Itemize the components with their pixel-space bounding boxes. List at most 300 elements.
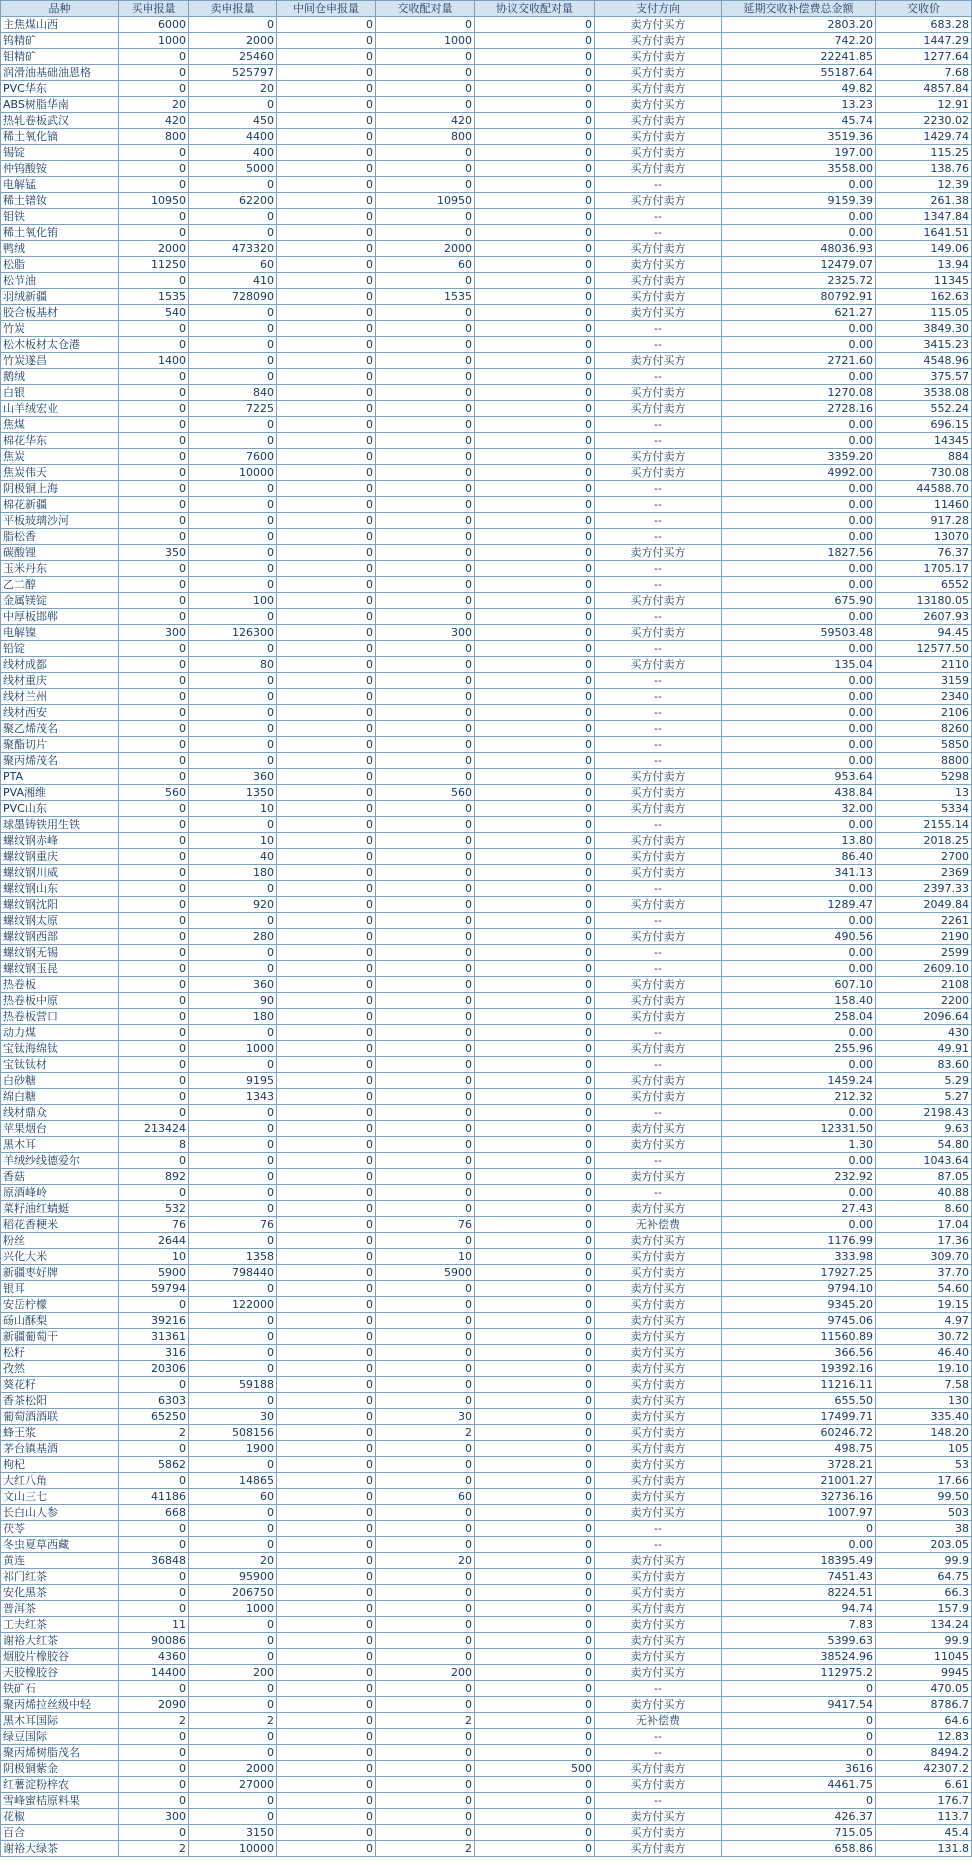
payment-direction-cell: 卖方付买方 xyxy=(595,1409,722,1425)
payment-direction-cell: 卖方付买方 xyxy=(595,1281,722,1297)
buy-declared-cell: 0 xyxy=(119,1441,189,1457)
sell-declared-cell: 798440 xyxy=(189,1265,277,1281)
delivery-matched-cell: 0 xyxy=(376,593,475,609)
sell-declared-cell: 410 xyxy=(189,273,277,289)
intermediate-declared-cell: 0 xyxy=(277,417,376,433)
delivery-matched-cell: 0 xyxy=(376,1313,475,1329)
intermediate-declared-cell: 0 xyxy=(277,17,376,33)
delivery-matched-cell: 0 xyxy=(376,1473,475,1489)
compensation-total-cell: 12331.50 xyxy=(722,1121,876,1137)
variety-cell: 白砂糖 xyxy=(1,1073,119,1089)
variety-cell: 线材成都 xyxy=(1,657,119,673)
intermediate-declared-cell: 0 xyxy=(277,881,376,897)
delivery-price-cell: 115.05 xyxy=(876,305,972,321)
delivery-matched-cell: 0 xyxy=(376,1745,475,1761)
compensation-total-cell: 715.05 xyxy=(722,1825,876,1841)
delivery-price-cell: 730.08 xyxy=(876,465,972,481)
delivery-price-cell: 8786.7 xyxy=(876,1697,972,1713)
compensation-total-cell: 1270.08 xyxy=(722,385,876,401)
delivery-matched-cell: 0 xyxy=(376,769,475,785)
sell-declared-cell: 9195 xyxy=(189,1073,277,1089)
payment-direction-cell: 买方付卖方 xyxy=(595,1377,722,1393)
delivery-price-cell: 87.05 xyxy=(876,1169,972,1185)
table-row xyxy=(1,17,972,33)
agreement-matched-cell: 0 xyxy=(475,1041,595,1057)
payment-direction-cell: 买方付卖方 xyxy=(595,33,722,49)
table-row xyxy=(1,1537,972,1553)
payment-direction-cell: 卖方付买方 xyxy=(595,1633,722,1649)
compensation-total-cell: 55187.64 xyxy=(722,65,876,81)
table-row xyxy=(1,1217,972,1233)
buy-declared-cell: 0 xyxy=(119,1521,189,1537)
buy-declared-cell: 14400 xyxy=(119,1665,189,1681)
col-header-buy-declared: 买申报量 xyxy=(119,1,189,17)
table-row xyxy=(1,817,972,833)
buy-declared-cell: 300 xyxy=(119,1809,189,1825)
table-row xyxy=(1,1425,972,1441)
table-row xyxy=(1,1297,972,1313)
buy-declared-cell: 0 xyxy=(119,417,189,433)
agreement-matched-cell: 0 xyxy=(475,321,595,337)
compensation-total-cell: 0.00 xyxy=(722,753,876,769)
agreement-matched-cell: 0 xyxy=(475,513,595,529)
variety-cell: 新疆葡萄干 xyxy=(1,1329,119,1345)
table-row xyxy=(1,385,972,401)
intermediate-declared-cell: 0 xyxy=(277,1489,376,1505)
delivery-matched-cell: 0 xyxy=(376,1057,475,1073)
intermediate-declared-cell: 0 xyxy=(277,1329,376,1345)
compensation-total-cell: 0 xyxy=(722,1729,876,1745)
payment-direction-cell: 买方付卖方 xyxy=(595,129,722,145)
delivery-matched-cell: 0 xyxy=(376,1185,475,1201)
sell-declared-cell: 4400 xyxy=(189,129,277,145)
sell-declared-cell: 0 xyxy=(189,1393,277,1409)
payment-direction-cell: 卖方付买方 xyxy=(595,1809,722,1825)
table-row xyxy=(1,1073,972,1089)
compensation-total-cell: 3728.21 xyxy=(722,1457,876,1473)
payment-direction-cell: -- xyxy=(595,1537,722,1553)
payment-direction-cell: -- xyxy=(595,1745,722,1761)
agreement-matched-cell: 0 xyxy=(475,289,595,305)
delivery-price-cell: 12.83 xyxy=(876,1729,972,1745)
intermediate-declared-cell: 0 xyxy=(277,513,376,529)
intermediate-declared-cell: 0 xyxy=(277,561,376,577)
variety-cell: 宝钛海绵钛 xyxy=(1,1041,119,1057)
delivery-matched-cell: 560 xyxy=(376,785,475,801)
intermediate-declared-cell: 0 xyxy=(277,897,376,913)
table-row xyxy=(1,369,972,385)
agreement-matched-cell: 0 xyxy=(475,945,595,961)
payment-direction-cell: -- xyxy=(595,497,722,513)
variety-cell: 宝钛钛材 xyxy=(1,1057,119,1073)
sell-declared-cell: 80 xyxy=(189,657,277,673)
sell-declared-cell: 0 xyxy=(189,1505,277,1521)
intermediate-declared-cell: 0 xyxy=(277,993,376,1009)
delivery-matched-cell: 0 xyxy=(376,849,475,865)
payment-direction-cell: 卖方付买方 xyxy=(595,353,722,369)
sell-declared-cell: 0 xyxy=(189,1345,277,1361)
compensation-total-cell: 59503.48 xyxy=(722,625,876,641)
payment-direction-cell: -- xyxy=(595,1793,722,1809)
sell-declared-cell: 0 xyxy=(189,177,277,193)
table-row xyxy=(1,209,972,225)
delivery-price-cell: 76.37 xyxy=(876,545,972,561)
delivery-matched-cell: 2 xyxy=(376,1713,475,1729)
delivery-matched-cell: 60 xyxy=(376,1489,475,1505)
payment-direction-cell: -- xyxy=(595,689,722,705)
sell-declared-cell: 1000 xyxy=(189,1601,277,1617)
compensation-total-cell: 27.43 xyxy=(722,1201,876,1217)
variety-cell: 聚酯切片 xyxy=(1,737,119,753)
table-row xyxy=(1,481,972,497)
buy-declared-cell: 0 xyxy=(119,177,189,193)
agreement-matched-cell: 0 xyxy=(475,81,595,97)
sell-declared-cell: 0 xyxy=(189,577,277,593)
sell-declared-cell: 0 xyxy=(189,737,277,753)
compensation-total-cell: 2803.20 xyxy=(722,17,876,33)
sell-declared-cell: 0 xyxy=(189,1745,277,1761)
variety-cell: 金属镁锭 xyxy=(1,593,119,609)
intermediate-declared-cell: 0 xyxy=(277,65,376,81)
sell-declared-cell: 0 xyxy=(189,1137,277,1153)
delivery-matched-cell: 0 xyxy=(376,1345,475,1361)
intermediate-declared-cell: 0 xyxy=(277,1313,376,1329)
compensation-total-cell: 0.00 xyxy=(722,705,876,721)
delivery-price-cell: 683.28 xyxy=(876,17,972,33)
delivery-price-cell: 115.25 xyxy=(876,145,972,161)
agreement-matched-cell: 0 xyxy=(475,225,595,241)
agreement-matched-cell: 0 xyxy=(475,993,595,1009)
agreement-matched-cell: 0 xyxy=(475,1233,595,1249)
delivery-price-cell: 3849.30 xyxy=(876,321,972,337)
buy-declared-cell: 316 xyxy=(119,1345,189,1361)
buy-declared-cell: 0 xyxy=(119,817,189,833)
variety-cell: 香菇 xyxy=(1,1169,119,1185)
table-row xyxy=(1,497,972,513)
delivery-matched-cell: 0 xyxy=(376,1825,475,1841)
buy-declared-cell: 0 xyxy=(119,513,189,529)
table-row xyxy=(1,1185,972,1201)
payment-direction-cell: 卖方付买方 xyxy=(595,1313,722,1329)
payment-direction-cell: -- xyxy=(595,1185,722,1201)
compensation-total-cell: 1176.99 xyxy=(722,1233,876,1249)
table-row xyxy=(1,1409,972,1425)
delivery-matched-cell: 0 xyxy=(376,1761,475,1777)
variety-cell: 中厚板邯郸 xyxy=(1,609,119,625)
table-row xyxy=(1,1249,972,1265)
delivery-price-cell: 1429.74 xyxy=(876,129,972,145)
compensation-total-cell: 5399.63 xyxy=(722,1633,876,1649)
delivery-price-cell: 12.39 xyxy=(876,177,972,193)
col-header-delivery-price: 交收价 xyxy=(876,1,972,17)
delivery-price-cell: 113.7 xyxy=(876,1809,972,1825)
sell-declared-cell: 1000 xyxy=(189,1041,277,1057)
delivery-price-cell: 2230.02 xyxy=(876,113,972,129)
agreement-matched-cell: 0 xyxy=(475,609,595,625)
agreement-matched-cell: 0 xyxy=(475,417,595,433)
intermediate-declared-cell: 0 xyxy=(277,1793,376,1809)
compensation-total-cell: 0.00 xyxy=(722,577,876,593)
compensation-total-cell: 655.50 xyxy=(722,1393,876,1409)
compensation-total-cell: 22241.85 xyxy=(722,49,876,65)
table-row xyxy=(1,577,972,593)
agreement-matched-cell: 0 xyxy=(475,1649,595,1665)
sell-declared-cell: 0 xyxy=(189,433,277,449)
intermediate-declared-cell: 0 xyxy=(277,1521,376,1537)
agreement-matched-cell: 0 xyxy=(475,1601,595,1617)
variety-cell: 香茶松阳 xyxy=(1,1393,119,1409)
agreement-matched-cell: 0 xyxy=(475,385,595,401)
compensation-total-cell: 80792.91 xyxy=(722,289,876,305)
variety-cell: 聚丙烯树脂茂名 xyxy=(1,1745,119,1761)
payment-direction-cell: -- xyxy=(595,369,722,385)
agreement-matched-cell: 0 xyxy=(475,1393,595,1409)
variety-cell: 螺纹钢太原 xyxy=(1,913,119,929)
table-row xyxy=(1,81,972,97)
delivery-price-cell: 2096.64 xyxy=(876,1009,972,1025)
delivery-matched-cell: 0 xyxy=(376,17,475,33)
buy-declared-cell: 0 xyxy=(119,1377,189,1393)
delivery-price-cell: 2397.33 xyxy=(876,881,972,897)
compensation-total-cell: 0.00 xyxy=(722,1537,876,1553)
variety-cell: PVC山东 xyxy=(1,801,119,817)
intermediate-declared-cell: 0 xyxy=(277,1121,376,1137)
payment-direction-cell: 买方付卖方 xyxy=(595,465,722,481)
payment-direction-cell: 卖方付买方 xyxy=(595,1233,722,1249)
table-row xyxy=(1,305,972,321)
variety-cell: 铅锭 xyxy=(1,641,119,657)
payment-direction-cell: 买方付卖方 xyxy=(595,1041,722,1057)
compensation-total-cell: 490.56 xyxy=(722,929,876,945)
buy-declared-cell: 2090 xyxy=(119,1697,189,1713)
variety-cell: 钼精矿 xyxy=(1,49,119,65)
agreement-matched-cell: 0 xyxy=(475,1489,595,1505)
delivery-price-cell: 2261 xyxy=(876,913,972,929)
table-row xyxy=(1,1025,972,1041)
intermediate-declared-cell: 0 xyxy=(277,113,376,129)
variety-cell: 聚丙烯茂名 xyxy=(1,753,119,769)
variety-cell: 稻花香粳米 xyxy=(1,1217,119,1233)
table-row xyxy=(1,1649,972,1665)
delivery-matched-cell: 0 xyxy=(376,417,475,433)
payment-direction-cell: 买方付卖方 xyxy=(595,273,722,289)
compensation-total-cell: 0.00 xyxy=(722,1185,876,1201)
sell-declared-cell: 0 xyxy=(189,1361,277,1377)
delivery-matched-cell: 0 xyxy=(376,1073,475,1089)
intermediate-declared-cell: 0 xyxy=(277,1297,376,1313)
payment-direction-cell: 买方付卖方 xyxy=(595,1265,722,1281)
payment-direction-cell: 买方付卖方 xyxy=(595,161,722,177)
delivery-price-cell: 17.04 xyxy=(876,1217,972,1233)
agreement-matched-cell: 0 xyxy=(475,241,595,257)
payment-direction-cell: 买方付卖方 xyxy=(595,1777,722,1793)
delivery-matched-cell: 0 xyxy=(376,1521,475,1537)
payment-direction-cell: 卖方付买方 xyxy=(595,1137,722,1153)
buy-declared-cell: 0 xyxy=(119,81,189,97)
variety-cell: 棉花华东 xyxy=(1,433,119,449)
compensation-total-cell: 621.27 xyxy=(722,305,876,321)
payment-direction-cell: 买方付卖方 xyxy=(595,193,722,209)
compensation-total-cell: 0.00 xyxy=(722,721,876,737)
table-row xyxy=(1,1585,972,1601)
delivery-price-cell: 335.40 xyxy=(876,1409,972,1425)
delivery-matched-cell: 0 xyxy=(376,1633,475,1649)
agreement-matched-cell: 0 xyxy=(475,1137,595,1153)
buy-declared-cell: 213424 xyxy=(119,1121,189,1137)
table-row xyxy=(1,1345,972,1361)
sell-declared-cell: 0 xyxy=(189,97,277,113)
table-row xyxy=(1,1153,972,1169)
buy-declared-cell: 6303 xyxy=(119,1393,189,1409)
intermediate-declared-cell: 0 xyxy=(277,913,376,929)
delivery-matched-cell: 0 xyxy=(376,865,475,881)
compensation-total-cell: 0 xyxy=(722,1713,876,1729)
compensation-total-cell: 341.13 xyxy=(722,865,876,881)
sell-declared-cell: 200 xyxy=(189,1665,277,1681)
variety-cell: 松节油 xyxy=(1,273,119,289)
buy-declared-cell: 0 xyxy=(119,641,189,657)
intermediate-declared-cell: 0 xyxy=(277,721,376,737)
sell-declared-cell: 0 xyxy=(189,321,277,337)
sell-declared-cell: 0 xyxy=(189,369,277,385)
variety-cell: 绵白糖 xyxy=(1,1089,119,1105)
delivery-price-cell: 64.75 xyxy=(876,1569,972,1585)
delivery-matched-cell: 200 xyxy=(376,1665,475,1681)
table-row xyxy=(1,641,972,657)
buy-declared-cell: 10 xyxy=(119,1249,189,1265)
compensation-total-cell: 675.90 xyxy=(722,593,876,609)
variety-cell: 孜然 xyxy=(1,1361,119,1377)
variety-cell: 螺纹钢赤峰 xyxy=(1,833,119,849)
agreement-matched-cell: 0 xyxy=(475,1217,595,1233)
intermediate-declared-cell: 0 xyxy=(277,1153,376,1169)
delivery-matched-cell: 0 xyxy=(376,1601,475,1617)
delivery-matched-cell: 1535 xyxy=(376,289,475,305)
delivery-price-cell: 64.6 xyxy=(876,1713,972,1729)
header-row xyxy=(1,1,972,17)
buy-declared-cell: 0 xyxy=(119,1297,189,1313)
agreement-matched-cell: 0 xyxy=(475,177,595,193)
agreement-matched-cell: 0 xyxy=(475,1713,595,1729)
intermediate-declared-cell: 0 xyxy=(277,705,376,721)
delivery-price-cell: 42307.2 xyxy=(876,1761,972,1777)
variety-cell: 羊绒纱线德爱尔 xyxy=(1,1153,119,1169)
sell-declared-cell: 0 xyxy=(189,1169,277,1185)
variety-cell: 竹炭 xyxy=(1,321,119,337)
agreement-matched-cell: 0 xyxy=(475,1313,595,1329)
intermediate-declared-cell: 0 xyxy=(277,257,376,273)
intermediate-declared-cell: 0 xyxy=(277,1009,376,1025)
col-header-sell-declared: 卖申报量 xyxy=(189,1,277,17)
intermediate-declared-cell: 0 xyxy=(277,1409,376,1425)
sell-declared-cell: 0 xyxy=(189,305,277,321)
delivery-matched-cell: 0 xyxy=(376,1041,475,1057)
compensation-total-cell: 0 xyxy=(722,1745,876,1761)
table-row xyxy=(1,1553,972,1569)
buy-declared-cell: 0 xyxy=(119,481,189,497)
payment-direction-cell: -- xyxy=(595,1153,722,1169)
delivery-matched-cell: 0 xyxy=(376,1201,475,1217)
payment-direction-cell: 买方付卖方 xyxy=(595,1089,722,1105)
table-row xyxy=(1,673,972,689)
delivery-matched-cell: 0 xyxy=(376,673,475,689)
intermediate-declared-cell: 0 xyxy=(277,1057,376,1073)
sell-declared-cell: 360 xyxy=(189,977,277,993)
sell-declared-cell: 0 xyxy=(189,913,277,929)
agreement-matched-cell: 0 xyxy=(475,65,595,81)
agreement-matched-cell: 0 xyxy=(475,1809,595,1825)
variety-cell: 苹果烟台 xyxy=(1,1121,119,1137)
variety-cell: 花椒 xyxy=(1,1809,119,1825)
table-row xyxy=(1,193,972,209)
delivery-price-cell: 375.57 xyxy=(876,369,972,385)
table-row xyxy=(1,241,972,257)
delivery-matched-cell: 0 xyxy=(376,705,475,721)
table-row xyxy=(1,1505,972,1521)
compensation-total-cell: 94.74 xyxy=(722,1601,876,1617)
sell-declared-cell: 27000 xyxy=(189,1777,277,1793)
sell-declared-cell: 5000 xyxy=(189,161,277,177)
payment-direction-cell: -- xyxy=(595,961,722,977)
intermediate-declared-cell: 0 xyxy=(277,545,376,561)
table-row xyxy=(1,33,972,49)
payment-direction-cell: -- xyxy=(595,1105,722,1121)
delivery-matched-cell: 0 xyxy=(376,1105,475,1121)
buy-declared-cell: 0 xyxy=(119,65,189,81)
variety-cell: 茅台镇基酒 xyxy=(1,1441,119,1457)
payment-direction-cell: 买方付卖方 xyxy=(595,1297,722,1313)
agreement-matched-cell: 0 xyxy=(475,1585,595,1601)
delivery-price-cell: 13.94 xyxy=(876,257,972,273)
delivery-matched-cell: 0 xyxy=(376,577,475,593)
table-row xyxy=(1,1729,972,1745)
variety-cell: 阴极铜上海 xyxy=(1,481,119,497)
table-row xyxy=(1,945,972,961)
agreement-matched-cell: 0 xyxy=(475,353,595,369)
payment-direction-cell: 买方付卖方 xyxy=(595,593,722,609)
variety-cell: 乙二醇 xyxy=(1,577,119,593)
table-row xyxy=(1,177,972,193)
variety-cell: 主焦煤山西 xyxy=(1,17,119,33)
payment-direction-cell: 买方付卖方 xyxy=(595,769,722,785)
intermediate-declared-cell: 0 xyxy=(277,1761,376,1777)
agreement-matched-cell: 0 xyxy=(475,1057,595,1073)
buy-declared-cell: 0 xyxy=(119,1601,189,1617)
delivery-price-cell: 17.66 xyxy=(876,1473,972,1489)
agreement-matched-cell: 0 xyxy=(475,161,595,177)
buy-declared-cell: 0 xyxy=(119,385,189,401)
sell-declared-cell: 0 xyxy=(189,1729,277,1745)
buy-declared-cell: 0 xyxy=(119,865,189,881)
delivery-price-cell: 884 xyxy=(876,449,972,465)
col-header-compensation-total: 延期交收补偿费总金额 xyxy=(722,1,876,17)
sell-declared-cell: 10000 xyxy=(189,1841,277,1857)
buy-declared-cell: 0 xyxy=(119,1073,189,1089)
variety-cell: 竹炭遂昌 xyxy=(1,353,119,369)
compensation-total-cell: 0.00 xyxy=(722,945,876,961)
delivery-matched-cell: 0 xyxy=(376,897,475,913)
col-header-intermediate-declared: 中间仓申报量 xyxy=(277,1,376,17)
delivery-price-cell: 8494.2 xyxy=(876,1745,972,1761)
buy-declared-cell: 0 xyxy=(119,929,189,945)
buy-declared-cell: 0 xyxy=(119,833,189,849)
delivery-matched-cell: 0 xyxy=(376,737,475,753)
variety-cell: 菜籽油红蜻蜓 xyxy=(1,1201,119,1217)
table-row xyxy=(1,1569,972,1585)
payment-direction-cell: -- xyxy=(595,945,722,961)
sell-declared-cell: 0 xyxy=(189,1025,277,1041)
compensation-total-cell: 8224.51 xyxy=(722,1585,876,1601)
